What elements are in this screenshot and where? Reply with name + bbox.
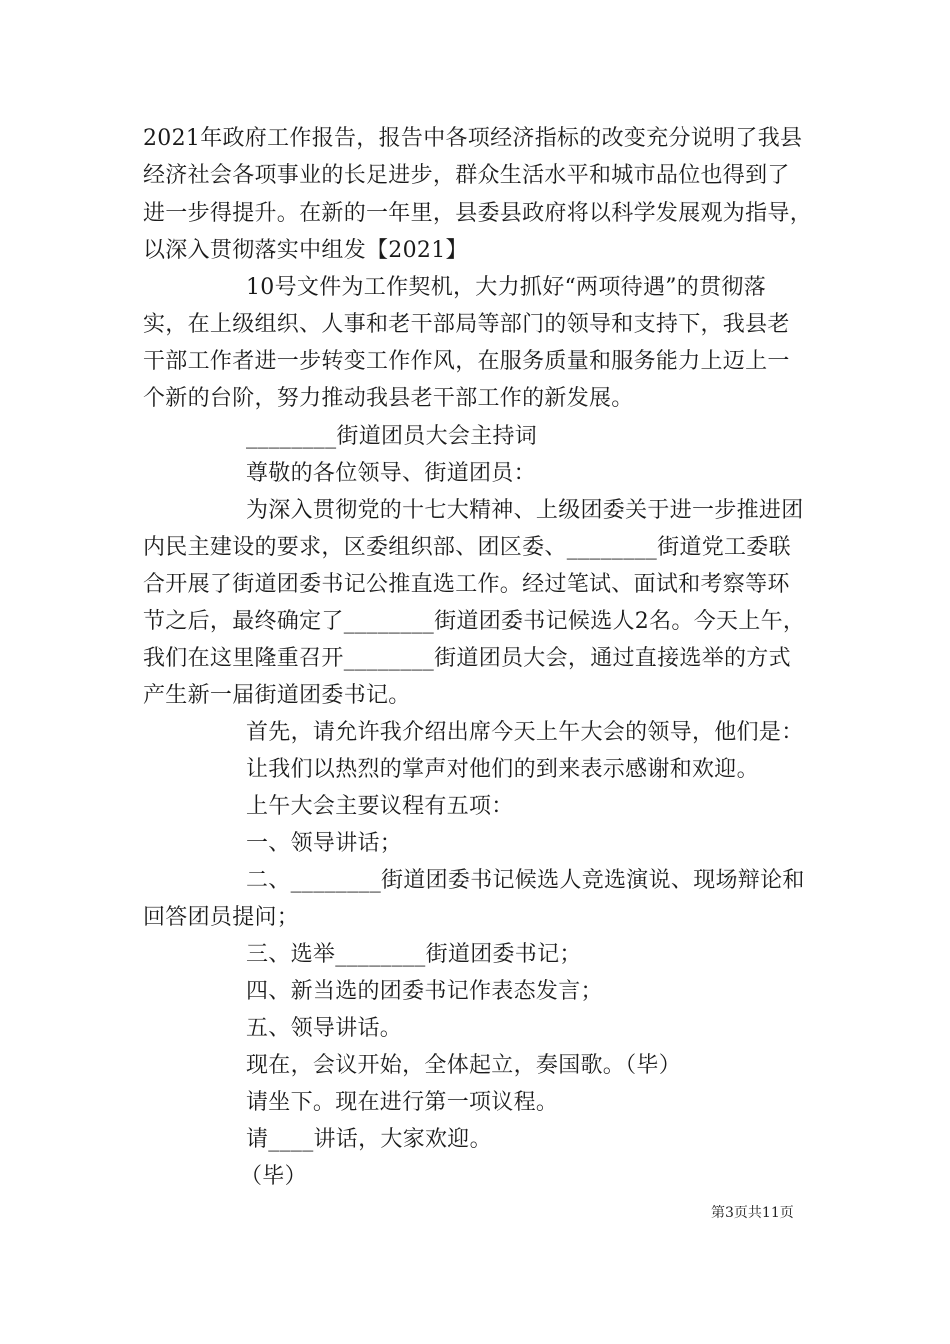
text-line: 节之后，最终确定了________街道团委书记候选人2名。今天上午， bbox=[143, 609, 806, 634]
text-line: 经济社会各项事业的长足进步，群众生活水平和城市品位也得到了 bbox=[143, 163, 790, 188]
text-line: 以深入贯彻落实中组发【2021】 bbox=[143, 238, 468, 263]
agenda-item: 二、________街道团委书记候选人竞选演说、现场辩论和 bbox=[246, 868, 805, 893]
text-line: 请坐下。现在进行第一项议程。 bbox=[246, 1090, 559, 1115]
text-line: 内民主建设的要求，区委组织部、团区委、________街道党工委联 bbox=[143, 535, 791, 560]
agenda-heading: 上午大会主要议程有五项： bbox=[246, 794, 514, 819]
page-number: 第3页共11页 bbox=[711, 1205, 794, 1221]
text-line: 产生新一届街道团委书记。 bbox=[143, 683, 411, 708]
text-line: 干部工作者进一步转变工作作风，在服务质量和服务能力上迈上一 bbox=[143, 349, 790, 374]
text-line: 合开展了街道团委书记公推直选工作。经过笔试、面试和考察等环 bbox=[143, 572, 790, 597]
text-line: 首先，请允许我介绍出席今天上午大会的领导，他们是： bbox=[246, 720, 804, 745]
agenda-item-continued: 回答团员提问； bbox=[143, 905, 300, 930]
text-line: 2021年政府工作报告，报告中各项经济指标的改变充分说明了我县 bbox=[143, 126, 803, 151]
agenda-item: 五、领导讲话。 bbox=[246, 1016, 403, 1041]
text-line: 10号文件为工作契机，大力抓好“两项待遇”的贯彻落 bbox=[246, 275, 766, 300]
text-line: （毕） bbox=[240, 1164, 307, 1189]
text-line: 请____讲话，大家欢迎。 bbox=[246, 1127, 492, 1152]
text-line: 实，在上级组织、人事和老干部局等部门的领导和支持下，我县老 bbox=[143, 312, 790, 337]
text-line: 个新的台阶，努力推动我县老干部工作的新发展。 bbox=[143, 386, 634, 411]
salutation: 尊敬的各位领导、街道团员： bbox=[246, 461, 536, 486]
agenda-item: 一、领导讲话； bbox=[246, 831, 403, 856]
text-line: 为深入贯彻党的十七大精神、上级团委关于进一步推进团 bbox=[246, 498, 804, 523]
agenda-item: 三、选举________街道团委书记； bbox=[246, 942, 582, 967]
text-line: 让我们以热烈的掌声对他们的到来表示感谢和欢迎。 bbox=[246, 757, 759, 782]
agenda-item: 四、新当选的团委书记作表态发言； bbox=[246, 979, 603, 1004]
text-line: 现在，会议开始，全体起立，奏国歌。（毕） bbox=[246, 1053, 682, 1078]
section-title: ________街道团员大会主持词 bbox=[246, 424, 538, 449]
text-line: 我们在这里隆重召开________街道团员大会，通过直接选举的方式 bbox=[143, 646, 791, 671]
text-line: 进一步得提升。在新的一年里，县委县政府将以科学发展观为指导， bbox=[143, 201, 813, 226]
